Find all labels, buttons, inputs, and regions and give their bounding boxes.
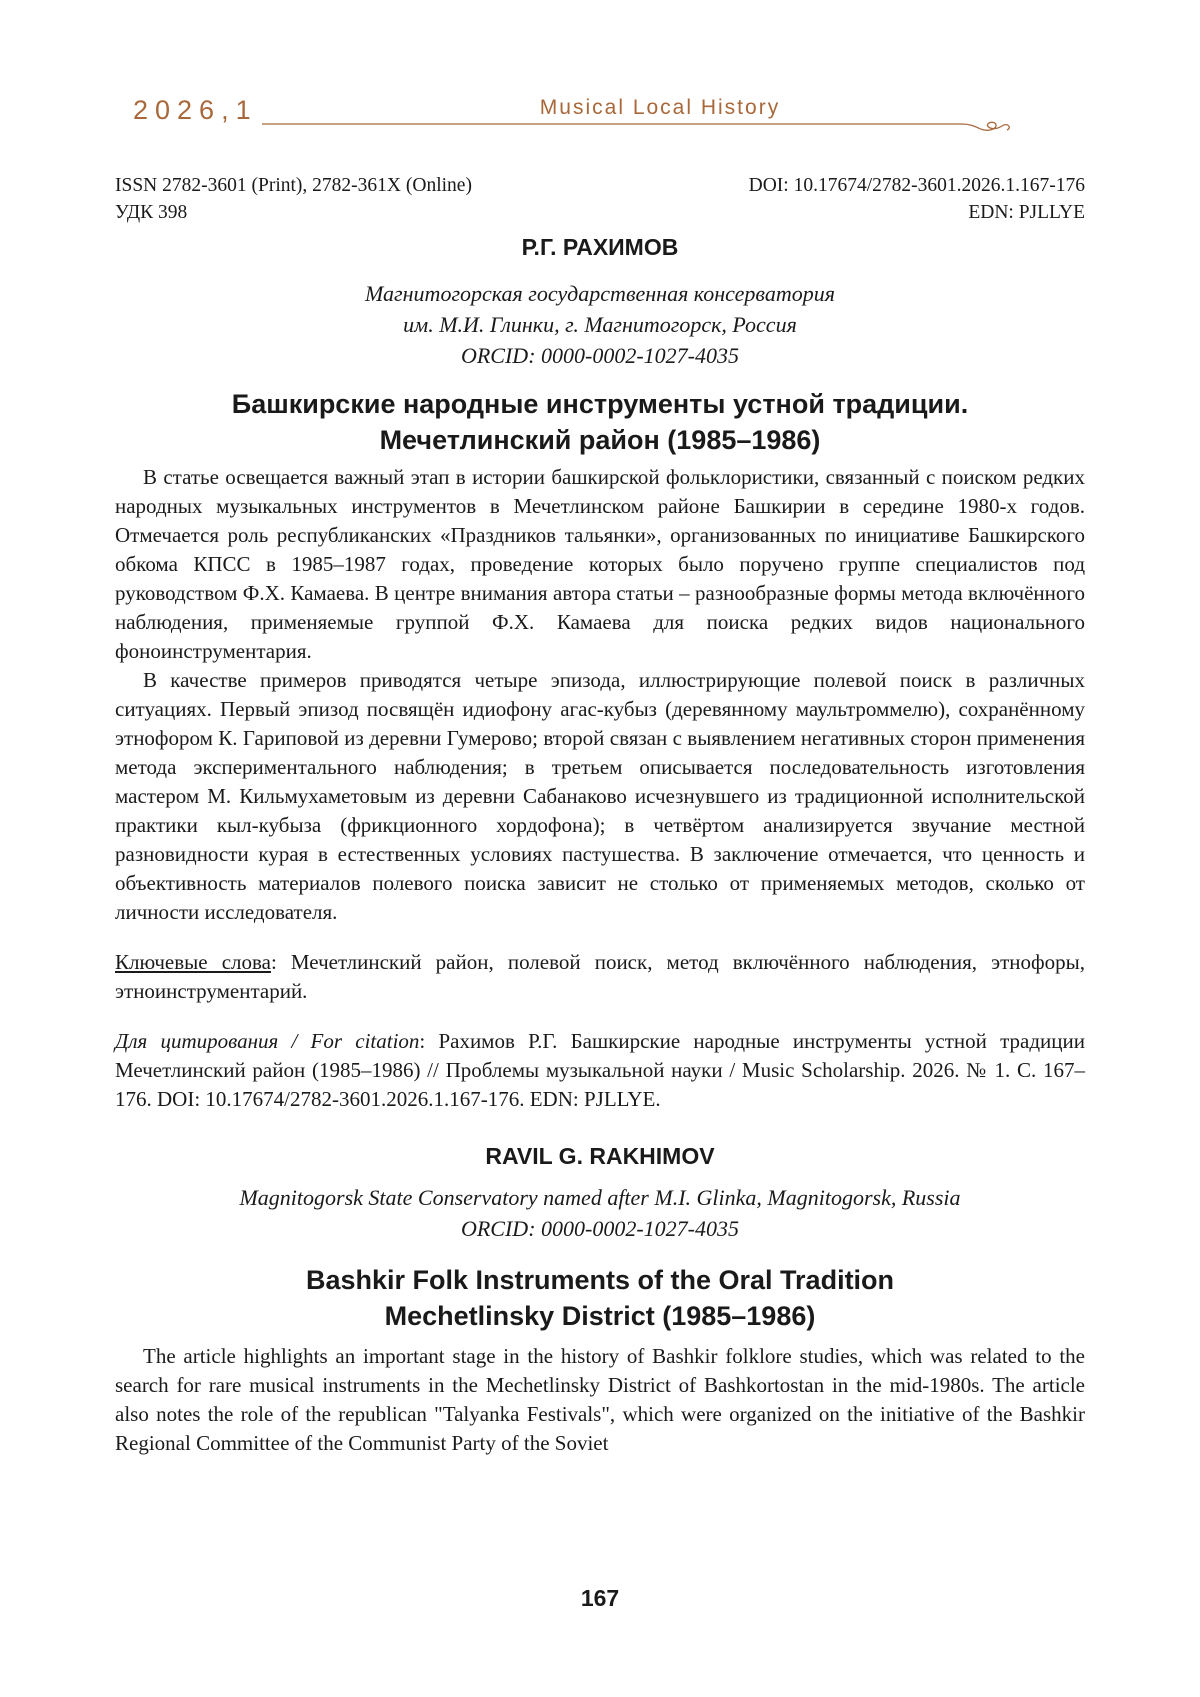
abstract-ru-p2: В качестве примеров приводятся четыре эпизода, иллюстрирующие полевой поиск в различных ситуациях. Первый эпизод посвящён идиофону агас-кубыз (деревянному маультроммелю), сохранённому этнофором К. Гариповой из деревни Гумерово; второй связан с выявлением негативных сторон применения метода экспериментального наблюдения; в третьем описывается последовательность изготовления мастером М. Кильмухаметовым из деревни Сабанаково исчезнувшего из традиционной исполнительской практики кыл-кубыза (фрикционного хордофона); в четвёртом анализируется звучание местной разновидности курая в естественных условиях пастушества. В заключение отмечается, что ценность и объективность материалов полевого поиска зависит не столько от применяемых методов, сколько от личности исследователя. (115, 668, 1085, 924)
ornament-rule-icon (262, 118, 1022, 138)
author-ru: Р.Г. РАХИМОВ (521, 234, 679, 260)
title-en-line1: Bashkir Folk Instruments of the Oral Tradition (305, 1265, 895, 1295)
udk: УДК 398 (115, 202, 188, 223)
title-ru-line2: Мечетлинский район (1985–1986) (379, 425, 821, 455)
article-title-ru (0, 386, 1200, 458)
affiliation-en (0, 1182, 1200, 1244)
keywords-text: : Мечетлинский район, полевой поиск, метод включённого наблюдения, этнофоры, этноинструментарий. (115, 950, 1085, 1003)
citation-text: : Рахимов Р.Г. Башкирские народные инструменты устной традиции Мечетлинский район (1985–1986) // Проблемы музыкальной науки / Music Scholarship. 2026. № 1. С. 167–176. DOI: 10.17674/2782-3601.2026.1.167-176. EDN: PJLLYE. (115, 1029, 1085, 1111)
abstract-en (115, 1342, 1085, 1458)
abstract-ru (115, 463, 1085, 927)
issue-number: 2026,1 (133, 95, 258, 125)
issn: ISSN 2782-3601 (Print), 2782-361X (Online) (115, 175, 472, 196)
abstract-ru-p1: В статье освещается важный этап в истории башкирской фольклористики, связанный с поиском редких народных музыкальных инструментов в Мечетлинском районе Башкирии в середине 1980-х годов. Отмечается роль республиканских «Праздников тальянки», организованных по инициативе Башкирского обкома КПСС в 1985–1987 годах, проведение которых было поручено группе специалистов под руководством Ф.Х. Камаева. В центре внимания автора статьи – разнообразные формы метода включённого наблюдения, применяемые группой Ф.Х. Камаева для поиска редких видов национального фоноинструментария. (115, 465, 1085, 663)
article-title-en (0, 1262, 1200, 1334)
keywords-ru (115, 948, 1085, 1006)
affiliation-en-line: Magnitogorsk State Conservatory named after M.I. Glinka, Magnitogorsk, Russia (239, 1185, 961, 1210)
orcid-ru: ORCID: 0000-0002-1027-4035 (460, 343, 740, 368)
affiliation-ru (0, 278, 1200, 371)
title-ru-line1: Башкирские народные инструменты устной традиции. (231, 389, 969, 419)
keywords-label: Ключевые слова (115, 950, 271, 974)
affiliation-ru-line1: Магнитогорская государственная консерватория (365, 281, 835, 306)
citation-label: Для цитирования / For citation (115, 1029, 420, 1053)
article-meta (115, 172, 1085, 226)
page-header (0, 0, 1200, 150)
page-number: 167 (580, 1585, 620, 1611)
doi: DOI: 10.17674/2782-3601.2026.1.167-176 (748, 175, 1085, 196)
affiliation-ru-line2: им. М.И. Глинки, г. Магнитогорск, Россия (403, 312, 797, 337)
journal-title: Musical Local History (539, 96, 781, 119)
author-en: RAVIL G. RAKHIMOV (485, 1143, 715, 1169)
title-en-line2: Mechetlinsky District (1985–1986) (384, 1301, 816, 1331)
abstract-en-p1: The article highlights an important stage in the history of Bashkir folklore studies, which was related to the search for rare musical instruments in the Mechetlinsky District of Bashkortostan in the mid-1980s. The article also notes the role of the republican "Talyanka Festivals", which were organized on the initiative of the Bashkir Regional Committee of the Communist Party of the Soviet (115, 1344, 1085, 1455)
edn: EDN: PJLLYE (968, 202, 1085, 223)
orcid-en: ORCID: 0000-0002-1027-4035 (460, 1216, 740, 1241)
citation (115, 1027, 1085, 1114)
